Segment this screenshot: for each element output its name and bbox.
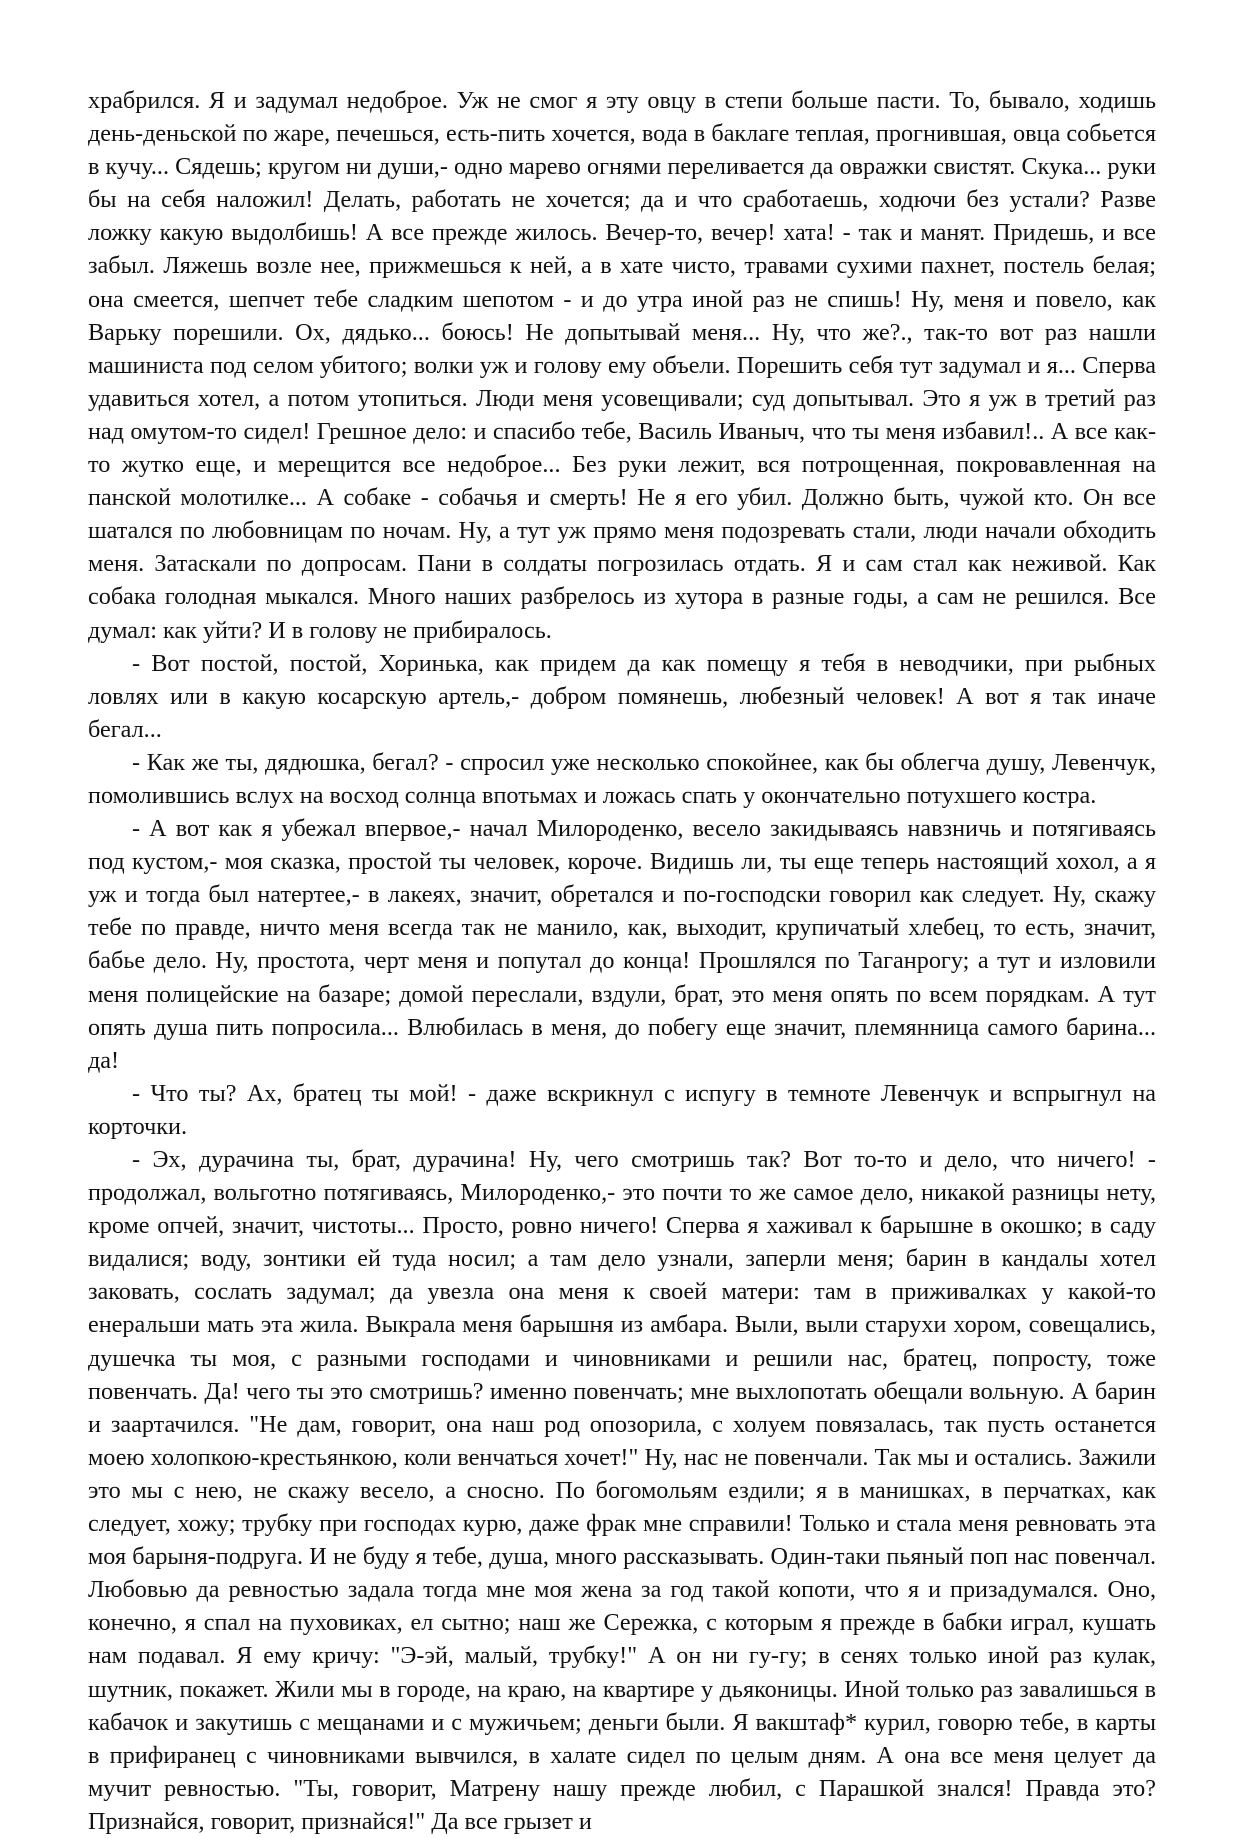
paragraph-4: - А вот как я убежал впервое,- начал Милороденко, весело закидываясь навзничь и потягиваясь под кустом,- моя сказка, простой ты человек, короче. Видишь ли, ты еще теперь настоящий хохол, а я уж и тогда был натертее,- в лакеях, значит, обретался и по-господски говорил как следует. Ну, скажу тебе по правде, ничто меня всегда так не манило, как, выходит, крупичатый хлебец, то есть, значит, бабье дело. Ну, простота, черт меня и попутал до конца! Прошлялся по Таганрогу; а тут и изловили меня полицейские на базаре; домой переслали, вздули, брат, это меня опять по всем порядкам. А тут опять душа пить попросила... Влюбилась в меня, до побегу еще значит, племянница самого барина... да! [88,815,1156,1074]
paragraph-3: - Как же ты, дядюшка, бегал? - спросил уже несколько спокойнее, как бы облегча душу, Левенчук, помолившись вслух на восход солнца впотьмах и ложась спать у окончательно потухшего костра. [88,748,1156,809]
paragraph-1: храбрился. Я и задумал недоброе. Уж не смог я эту овцу в степи больше пасти. То, бывало, ходишь день-деньской по жаре, печешься, есть-пить хочется, вода в баклаге теплая, прогнившая, овца собьется в кучу... Сядешь; кругом ни души,- одно марево огнями переливается да овражки свистят. Скука... руки бы на себя наложил! Делать, работать не хочется; да и что сработаешь, ходючи без устали? Разве ложку какую выдолбишь! А все прежде жилось. Вечер-то, вечер! хата! - так и манят. Придешь, и все забыл. Ляжешь возле нее, прижмешься к ней, а в хате чисто, травами сухими пахнет, постель белая; она смеется, шепчет тебе сладким шепотом - и до утра иной раз не спишь! Ну, меня и повело, как Варьку порешили. Ох, дядько... боюсь! Не допытывай меня... Ну, что же?., так-то вот раз нашли машиниста под селом убитого; волки уж и голову ему объели. Порешить себя тут задумал и я... Сперва удавиться хотел, а потом утопиться. Люди меня усовещивали; суд допытывал. Это я уж в третий раз над омутом-то сидел! Грешное дело: и спасибо тебе, Василь Иваныч, что ты меня избавил!.. А все как-то жутко еще, и мерещится все недоброе... Без руки лежит, вся потрощенная, покровавленная на панской молотилке... А собаке - собачья и смерть! Не я его убил. Должно быть, чужой кто. Он все шатался по любовницам по ночам. Ну, а тут уж прямо меня подозревать стали, люди начали обходить меня. Затаскали по допросам. Пани в солдаты погрозилась отдать. Я и сам стал как неживой. Как собака голодная мыкался. Много наших разбрелось из хутора в разные годы, а сам не решился. Все думал: как уйти? И в голову не прибиралось. [88,87,1156,644]
page-text [88,84,1156,1838]
paragraph-2: - Вот постой, постой, Хоринька, как придем да как помещу я тебя в неводчики, при рыбных ловлях или в какую косарскую артель,- добром помянешь, любезный человек! А вот я так иначе бегал... [88,649,1156,743]
paragraph-6: - Эх, дурачина ты, брат, дурачина! Ну, чего смотришь так? Вот то-то и дело, что ничего! - продолжал, вольготно потягиваясь, Милороденко,- это почти то же самое дело, никакой разницы нету, кроме опчей, значит, чистоты... Просто, ровно ничего! Сперва я хаживал к барышне в окошко; в саду видалися; воду, зонтики ей туда носил; а там дело узнали, заперли меня; барин в кандалы хотел заковать, сослать задумал; да увезла она меня к своей матери: там в приживалках у какой-то енеральши мать эта жила. Выкрала меня барышня из амбара. Выли, выли старухи хором, совещались, душечка ты моя, с разными господами и чиновниками и решили нас, братец, попросту, тоже повенчать. Да! чего ты это смотришь? именно повенчать; мне выхлопотать обещали вольную. А барин и заартачился. "Не дам, говорит, она наш род опозорила, с холуем повязалась, так пусть останется моею холопкою-крестьянкою, коли венчаться хочет!" Ну, нас не повенчали. Так мы и остались. Зажили это мы с нею, не скажу весело, а сносно. По богомольям ездили; я в манишках, в перчатках, как следует, хожу; трубку при господах курю, даже фрак мне справили! Только и стала меня ревновать эта моя барыня-подруга. И не буду я тебе, душа, много рассказывать. Один-таки пьяный поп нас повенчал. Любовью да ревностью задала тогда мне моя жена за год такой копоти, что я и призадумался. Оно, конечно, я спал на пуховиках, ел сытно; наш же Сережка, с которым я прежде в бабки играл, кушать нам подавал. Я ему кричу: "Э-эй, малый, трубку!" А он ни гу-гу; в сенях только иной раз кулак, шутник, покажет. Жили мы в городе, на краю, на квартире у дьяконицы. Иной только раз завалишься в кабачок и закутишь с мещанами и с мужичьем; деньги были. Я вакштаф* курил, говорю тебе, в карты в прифиранец с чиновниками вывчился, в халате сидел по целым дням. А она все меня целует да мучит ревностью. "Ты, говорит, Матрену нашу прежде любил, с Парашкой знался! Правда это? Признайся, говорит, признайся!" Да все грызет и [88,1146,1156,1835]
paragraph-5: - Что ты? Ах, братец ты мой! - даже вскрикнул с испугу в темноте Левенчук и вспрыгнул на корточки. [88,1079,1156,1140]
